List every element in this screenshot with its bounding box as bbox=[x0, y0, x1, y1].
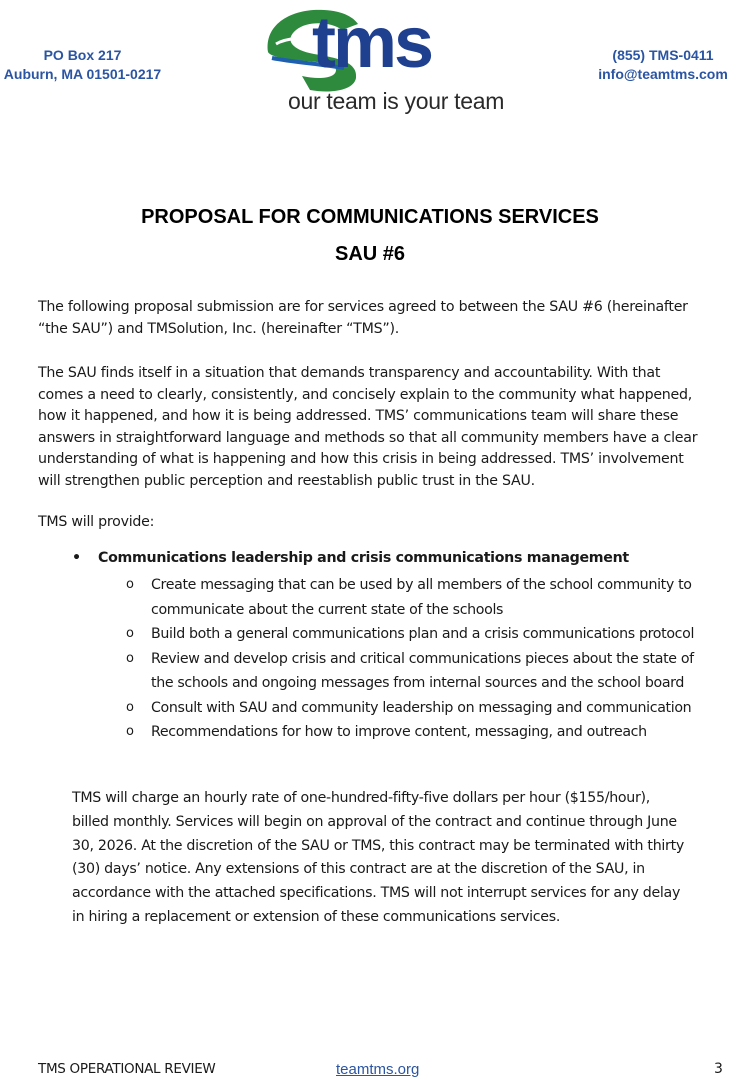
terms-line: (30) days’ notice. Any extensions of this contract are at the discretion of the SAU, in bbox=[72, 861, 645, 878]
situation-line: how it happened, and how it is being addressed. TMS’ communications team will share these bbox=[38, 408, 679, 425]
terms-line: billed monthly. Services will begin on approval of the contract and continue through June bbox=[72, 813, 677, 830]
sub-item-line: Build both a general communications plan and a crisis communications protocol bbox=[151, 626, 695, 642]
bullet-dot-icon: • bbox=[72, 550, 81, 566]
sender-address bbox=[0, 46, 165, 84]
bullet-heading: Communications leadership and crisis communications management bbox=[98, 550, 629, 566]
intro-line: “the SAU”) and TMSolution, Inc. (hereinafter “TMS”). bbox=[38, 320, 399, 337]
situation-line: The SAU finds itself in a situation that demands transparency and accountability. With that bbox=[38, 365, 661, 381]
document-subtitle: SAU #6 bbox=[334, 243, 406, 265]
circle-bullet-icon: o bbox=[126, 724, 134, 739]
situation-line: answers in straightforward language and methods so that all community members have a clear bbox=[38, 429, 698, 446]
tms-logo bbox=[262, 3, 505, 120]
terms-line: TMS will charge an hourly rate of one-hundred-fifty-five dollars per hour ($155/hour), bbox=[72, 790, 650, 806]
situation-line: will strengthen public perception and reestablish public trust in the SAU. bbox=[38, 472, 535, 489]
footer-document-label: TMS OPERATIONAL REVIEW bbox=[38, 1061, 216, 1077]
sub-item-line: Consult with SAU and community leadership on messaging and communication bbox=[151, 699, 692, 716]
sub-bullet-item bbox=[126, 573, 726, 622]
address-line-city: Auburn, MA 01501-0217 bbox=[3, 66, 162, 82]
logo-tagline: our team is your team bbox=[288, 88, 505, 114]
terms-line: 30, 2026. At the discretion of the SAU or TMS, this contract may be terminated with thirty bbox=[72, 837, 684, 854]
page-number: 3 bbox=[714, 1061, 723, 1077]
logo-wordmark: tms bbox=[312, 3, 432, 83]
intro-paragraph bbox=[38, 297, 728, 340]
situation-paragraph bbox=[38, 363, 728, 493]
sub-item-line: Recommendations for how to improve content, messaging, and outreach bbox=[151, 724, 647, 740]
sub-item-line: Review and develop crisis and critical communications pieces about the state of bbox=[151, 650, 694, 667]
provide-label: TMS will provide: bbox=[38, 514, 155, 530]
sub-item-line: the schools and ongoing messages from internal sources and the school board bbox=[151, 675, 685, 691]
phone-number: (855) TMS-0411 bbox=[612, 47, 714, 63]
circle-bullet-icon: o bbox=[126, 699, 134, 715]
terms-line: in hiring a replacement or extension of these communications services. bbox=[72, 908, 561, 925]
sub-item-line: Create messaging that can be used by all members of the school community to bbox=[151, 577, 692, 593]
terms-paragraph bbox=[72, 787, 724, 930]
circle-bullet-icon: o bbox=[126, 626, 134, 641]
sub-item-line: communicate about the current state of the schools bbox=[151, 601, 504, 618]
document-title: PROPOSAL FOR COMMUNICATIONS SERVICES bbox=[141, 206, 599, 228]
sub-bullet-list bbox=[126, 573, 726, 745]
situation-line: understanding of what is happening and how this crisis in being addressed. TMS’ involvement bbox=[38, 451, 684, 468]
intro-line: The following proposal submission are for services agreed to between the SAU #6 (hereinafter bbox=[38, 299, 688, 315]
circle-bullet-icon: o bbox=[126, 577, 134, 592]
address-line-po-box: PO Box 217 bbox=[43, 47, 122, 63]
bullet-item bbox=[72, 548, 712, 570]
circle-bullet-icon: o bbox=[126, 650, 134, 666]
footer-website-link[interactable]: teamtms.org bbox=[336, 1061, 420, 1078]
sub-bullet-item bbox=[126, 622, 726, 647]
situation-line: comes a need to clearly, consistently, and concisely explain to the community what happened, bbox=[38, 386, 693, 403]
sub-bullet-item bbox=[126, 696, 726, 721]
sub-bullet-item bbox=[126, 720, 726, 745]
email-address: info@teamtms.com bbox=[598, 66, 728, 82]
terms-line: accordance with the attached specifications. TMS will not interrupt services for any delay bbox=[72, 885, 681, 902]
sub-bullet-item bbox=[126, 647, 726, 696]
sender-contact bbox=[588, 46, 738, 84]
